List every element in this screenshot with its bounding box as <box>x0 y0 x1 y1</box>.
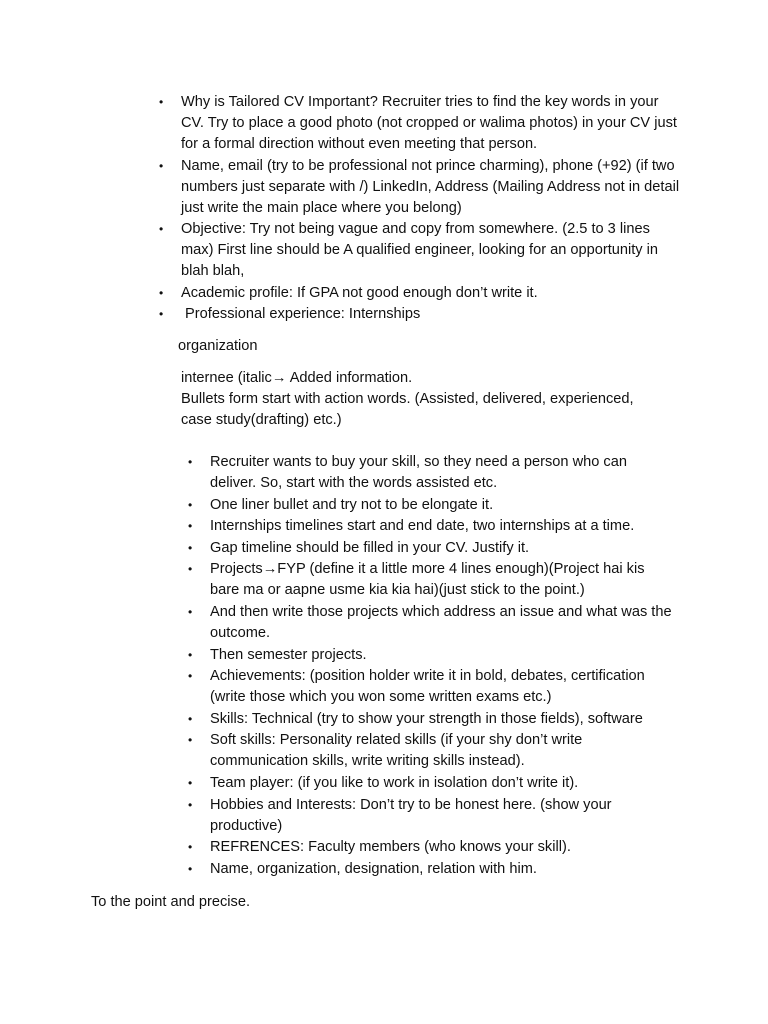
bullet-icon: • <box>159 158 164 173</box>
list-item-text: Name, organization, designation, relation with him. <box>210 860 537 877</box>
bullet-icon: • <box>159 222 164 237</box>
list-item <box>188 709 672 730</box>
list-item-text: Internships timelines start and end date, two internships at a time. <box>210 518 635 535</box>
list-item <box>188 452 672 494</box>
list-item-text: Recruiter wants to buy your skill, so they need a person who can deliver. So, start with the words assisted etc. <box>210 454 627 491</box>
list-item <box>159 219 681 282</box>
bullet-icon: • <box>188 711 193 726</box>
bullet-icon: • <box>188 497 193 512</box>
list-item <box>188 495 672 516</box>
list-item <box>188 516 672 537</box>
bullet-icon: • <box>188 604 193 619</box>
list-item-text: Gap timeline should be filled in your CV. Justify it. <box>210 539 530 556</box>
organization-label: organization <box>178 338 258 354</box>
list-item-text: Why is Tailored CV Important? Recruiter tries to find the key words in your CV. Try to place a good photo (not cropped or walima photos) in your CV just for a formal direction without even meeting that person. <box>181 94 677 152</box>
bullet-icon: • <box>188 562 193 577</box>
list-item <box>188 602 672 644</box>
bullet-icon: • <box>188 861 193 876</box>
bullet-icon: • <box>188 647 193 662</box>
list-item <box>188 538 672 559</box>
list-item <box>188 837 672 858</box>
list-item <box>188 559 672 601</box>
list-item-text: One liner bullet and try not to be elongate it. <box>210 496 494 513</box>
list-item <box>188 795 672 837</box>
list-item <box>159 283 681 304</box>
list-item <box>188 859 672 880</box>
bullet-icon: • <box>159 285 164 300</box>
added-information-text: Added information. <box>286 370 413 386</box>
list-item-text: Academic profile: If GPA not good enough don’t write it. <box>181 284 538 301</box>
list-item-text: REFRENCES: Faculty members (who knows your skill). <box>210 839 571 856</box>
cv-tips-list <box>159 92 681 326</box>
list-item-text: Then semester projects. <box>210 646 367 663</box>
list-item-text: Professional experience: Internships <box>181 306 421 323</box>
bullet-icon: • <box>159 307 164 322</box>
internee-line <box>181 368 661 389</box>
bullets-form-note: Bullets form start with action words. (Assisted, delivered, experienced, case study(drafting) etc.) <box>181 391 634 428</box>
list-item-text: Objective: Try not being vague and copy from somewhere. (2.5 to 3 lines max) First line should be A qualified engineer, looking for an opportunity in blah blah, <box>181 221 659 280</box>
bullet-icon: • <box>159 95 164 109</box>
list-item <box>188 666 672 708</box>
list-item-text: Hobbies and Interests: Don’t try to be honest here. (show your productive) <box>210 796 612 834</box>
arrow-right-icon: → <box>271 370 287 386</box>
list-item <box>188 645 672 666</box>
list-item-text: Team player: (if you like to work in isolation don’t write it). <box>210 774 579 791</box>
list-item-text: Name, email (try to be professional not prince charming), phone (+92) (if two numbers just separate with /) LinkedIn, Address (Mailing Address not in detail just write the main place where you belong) <box>181 157 680 216</box>
list-item <box>188 730 672 772</box>
list-item <box>159 92 681 155</box>
cv-details-list <box>188 452 672 880</box>
bullet-icon: • <box>188 797 193 812</box>
bullet-icon: • <box>188 840 193 855</box>
list-item-text: Soft skills: Personality related skills (if your shy don’t write communication skills, write writing skills instead). <box>210 732 583 770</box>
bullet-icon: • <box>188 519 193 534</box>
internee-text: internee (italic <box>181 370 272 386</box>
bullet-icon: • <box>188 540 193 555</box>
bullet-icon: • <box>188 775 193 790</box>
list-item-text: Projects→FYP (define it a little more 4 lines enough)(Project hai kis bare ma or aapne usme kia kia hai)(just stick to the point.) <box>210 561 645 599</box>
bullet-icon: • <box>188 733 193 748</box>
list-item-text: Skills: Technical (try to show your strength in those fields), software <box>210 710 643 727</box>
list-item <box>159 156 681 219</box>
list-item-text: Achievements: (position holder write it in bold, debates, certification (write those which you won some written exams etc.) <box>210 668 645 706</box>
bullet-icon: • <box>188 455 193 469</box>
internee-note <box>181 368 661 431</box>
closing-line: To the point and precise. <box>91 894 251 910</box>
list-item <box>159 304 681 325</box>
bullet-icon: • <box>188 669 193 684</box>
list-item-text: And then write those projects which address an issue and what was the outcome. <box>210 603 672 641</box>
list-item <box>188 773 672 794</box>
